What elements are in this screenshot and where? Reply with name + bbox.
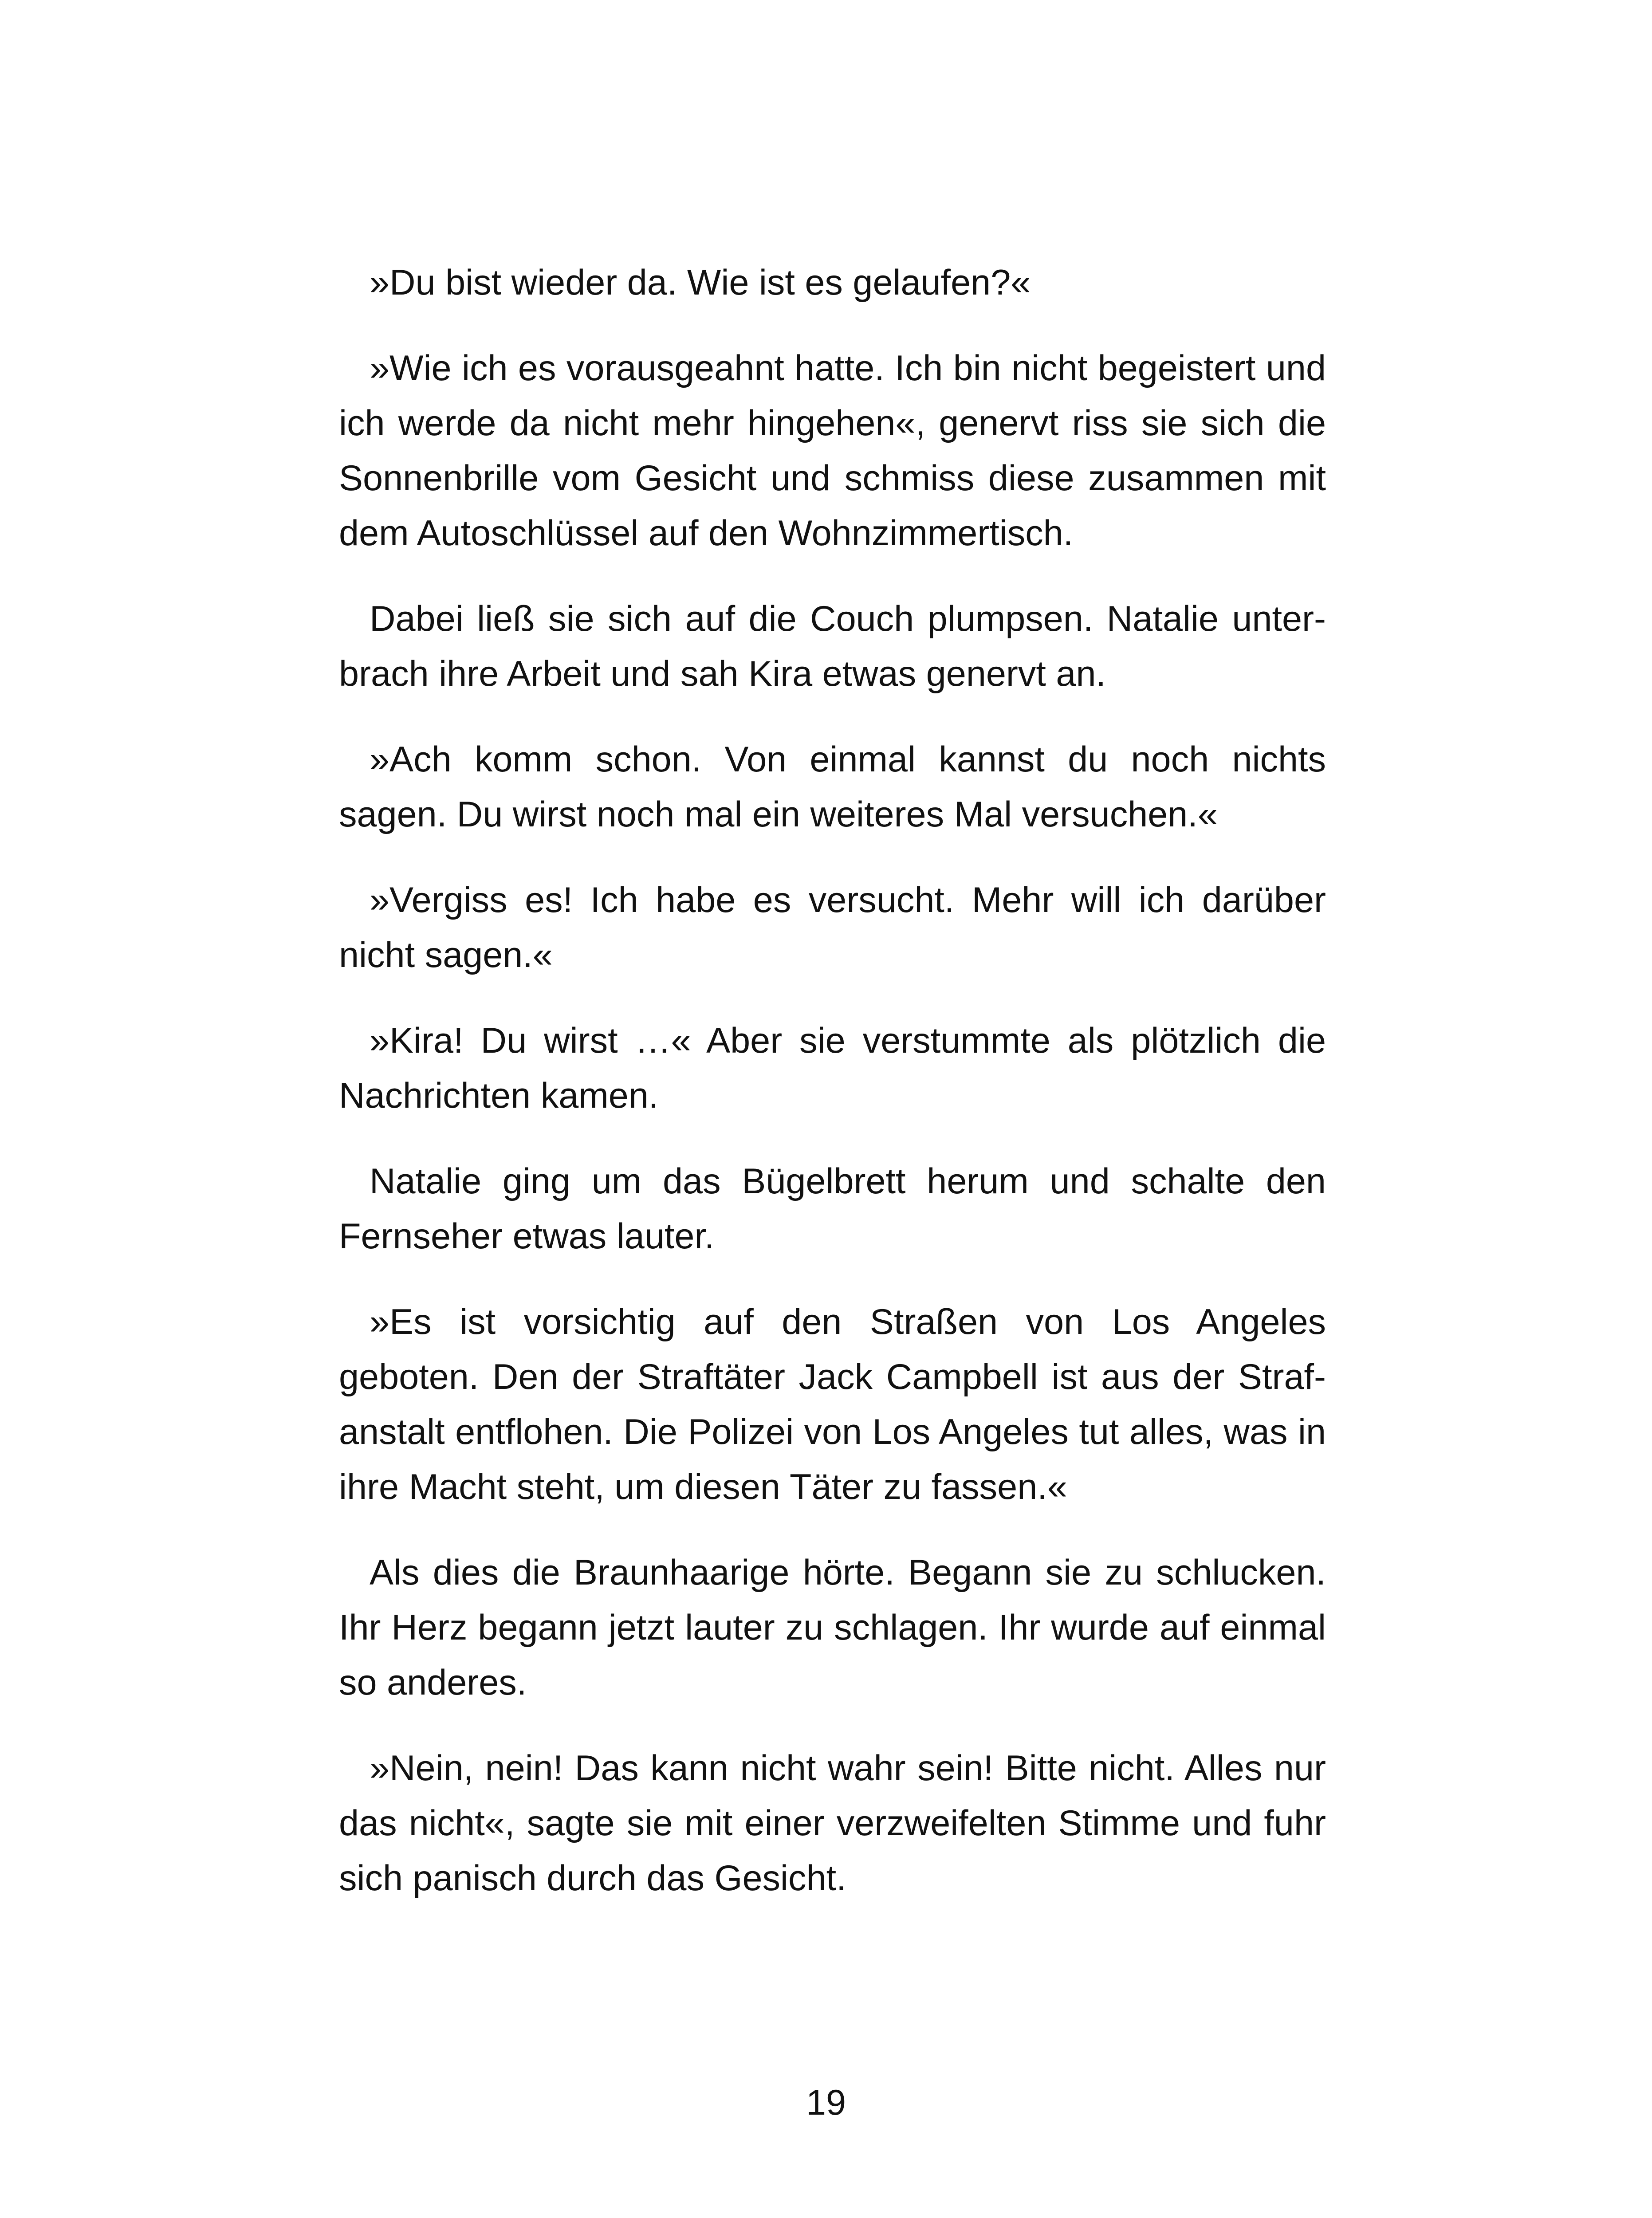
page-number: 19 bbox=[806, 2083, 846, 2123]
body-text bbox=[339, 255, 1326, 1936]
paragraph: »Du bist wieder da. Wie ist es gelaufen?« bbox=[370, 263, 1031, 303]
paragraph: Dabei ließ sie sich auf die Couch plumpsen. Natalie unterbrach ihre Arbeit und sah Kira etwas genervt an. bbox=[339, 599, 1326, 694]
paragraph: »Nein, nein! Das kann nicht wahr sein! Bitte nicht. Alles nur das nicht«, sagte sie mit einer verzweifelten Stimme und fuhr sich panisch durch das Gesicht. bbox=[339, 1748, 1326, 1898]
paragraph: Natalie ging um das Bügelbrett herum und schalte den Fernseher etwas lauter. bbox=[339, 1161, 1326, 1256]
paragraph: »Wie ich es vorausgeahnt hatte. Ich bin nicht begeistert und ich werde da nicht mehr hingehen«, genervt riss sie sich die Sonnenbrille vom Gesicht und schmiss diese zusammen mit dem Autoschlüssel auf den Wohnzimmertisch. bbox=[339, 348, 1326, 553]
paragraph: »Vergiss es! Ich habe es versucht. Mehr will ich darüber nicht sagen.« bbox=[339, 880, 1326, 975]
paragraph: »Es ist vorsichtig auf den Straßen von Los Angeles geboten. Den der Straftäter Jack Campbell ist aus der Strafanstalt entflohen. Die Polizei von Los Angeles tut alles, was in ihre Macht steht, um diesen Täter zu fassen.« bbox=[339, 1302, 1326, 1507]
paragraph: »Ach komm schon. Von einmal kannst du noch nichts sagen. Du wirst noch mal ein weiteres Mal versuchen.« bbox=[339, 739, 1326, 834]
paragraph: Als dies die Braunhaarige hörte. Begann sie zu schlucken. Ihr Herz begann jetzt lauter zu schlagen. Ihr wurde auf einmal so anderes. bbox=[339, 1553, 1326, 1703]
paragraph: »Kira! Du wirst …« Aber sie verstummte als plötzlich die Nachrichten kamen. bbox=[339, 1021, 1326, 1116]
